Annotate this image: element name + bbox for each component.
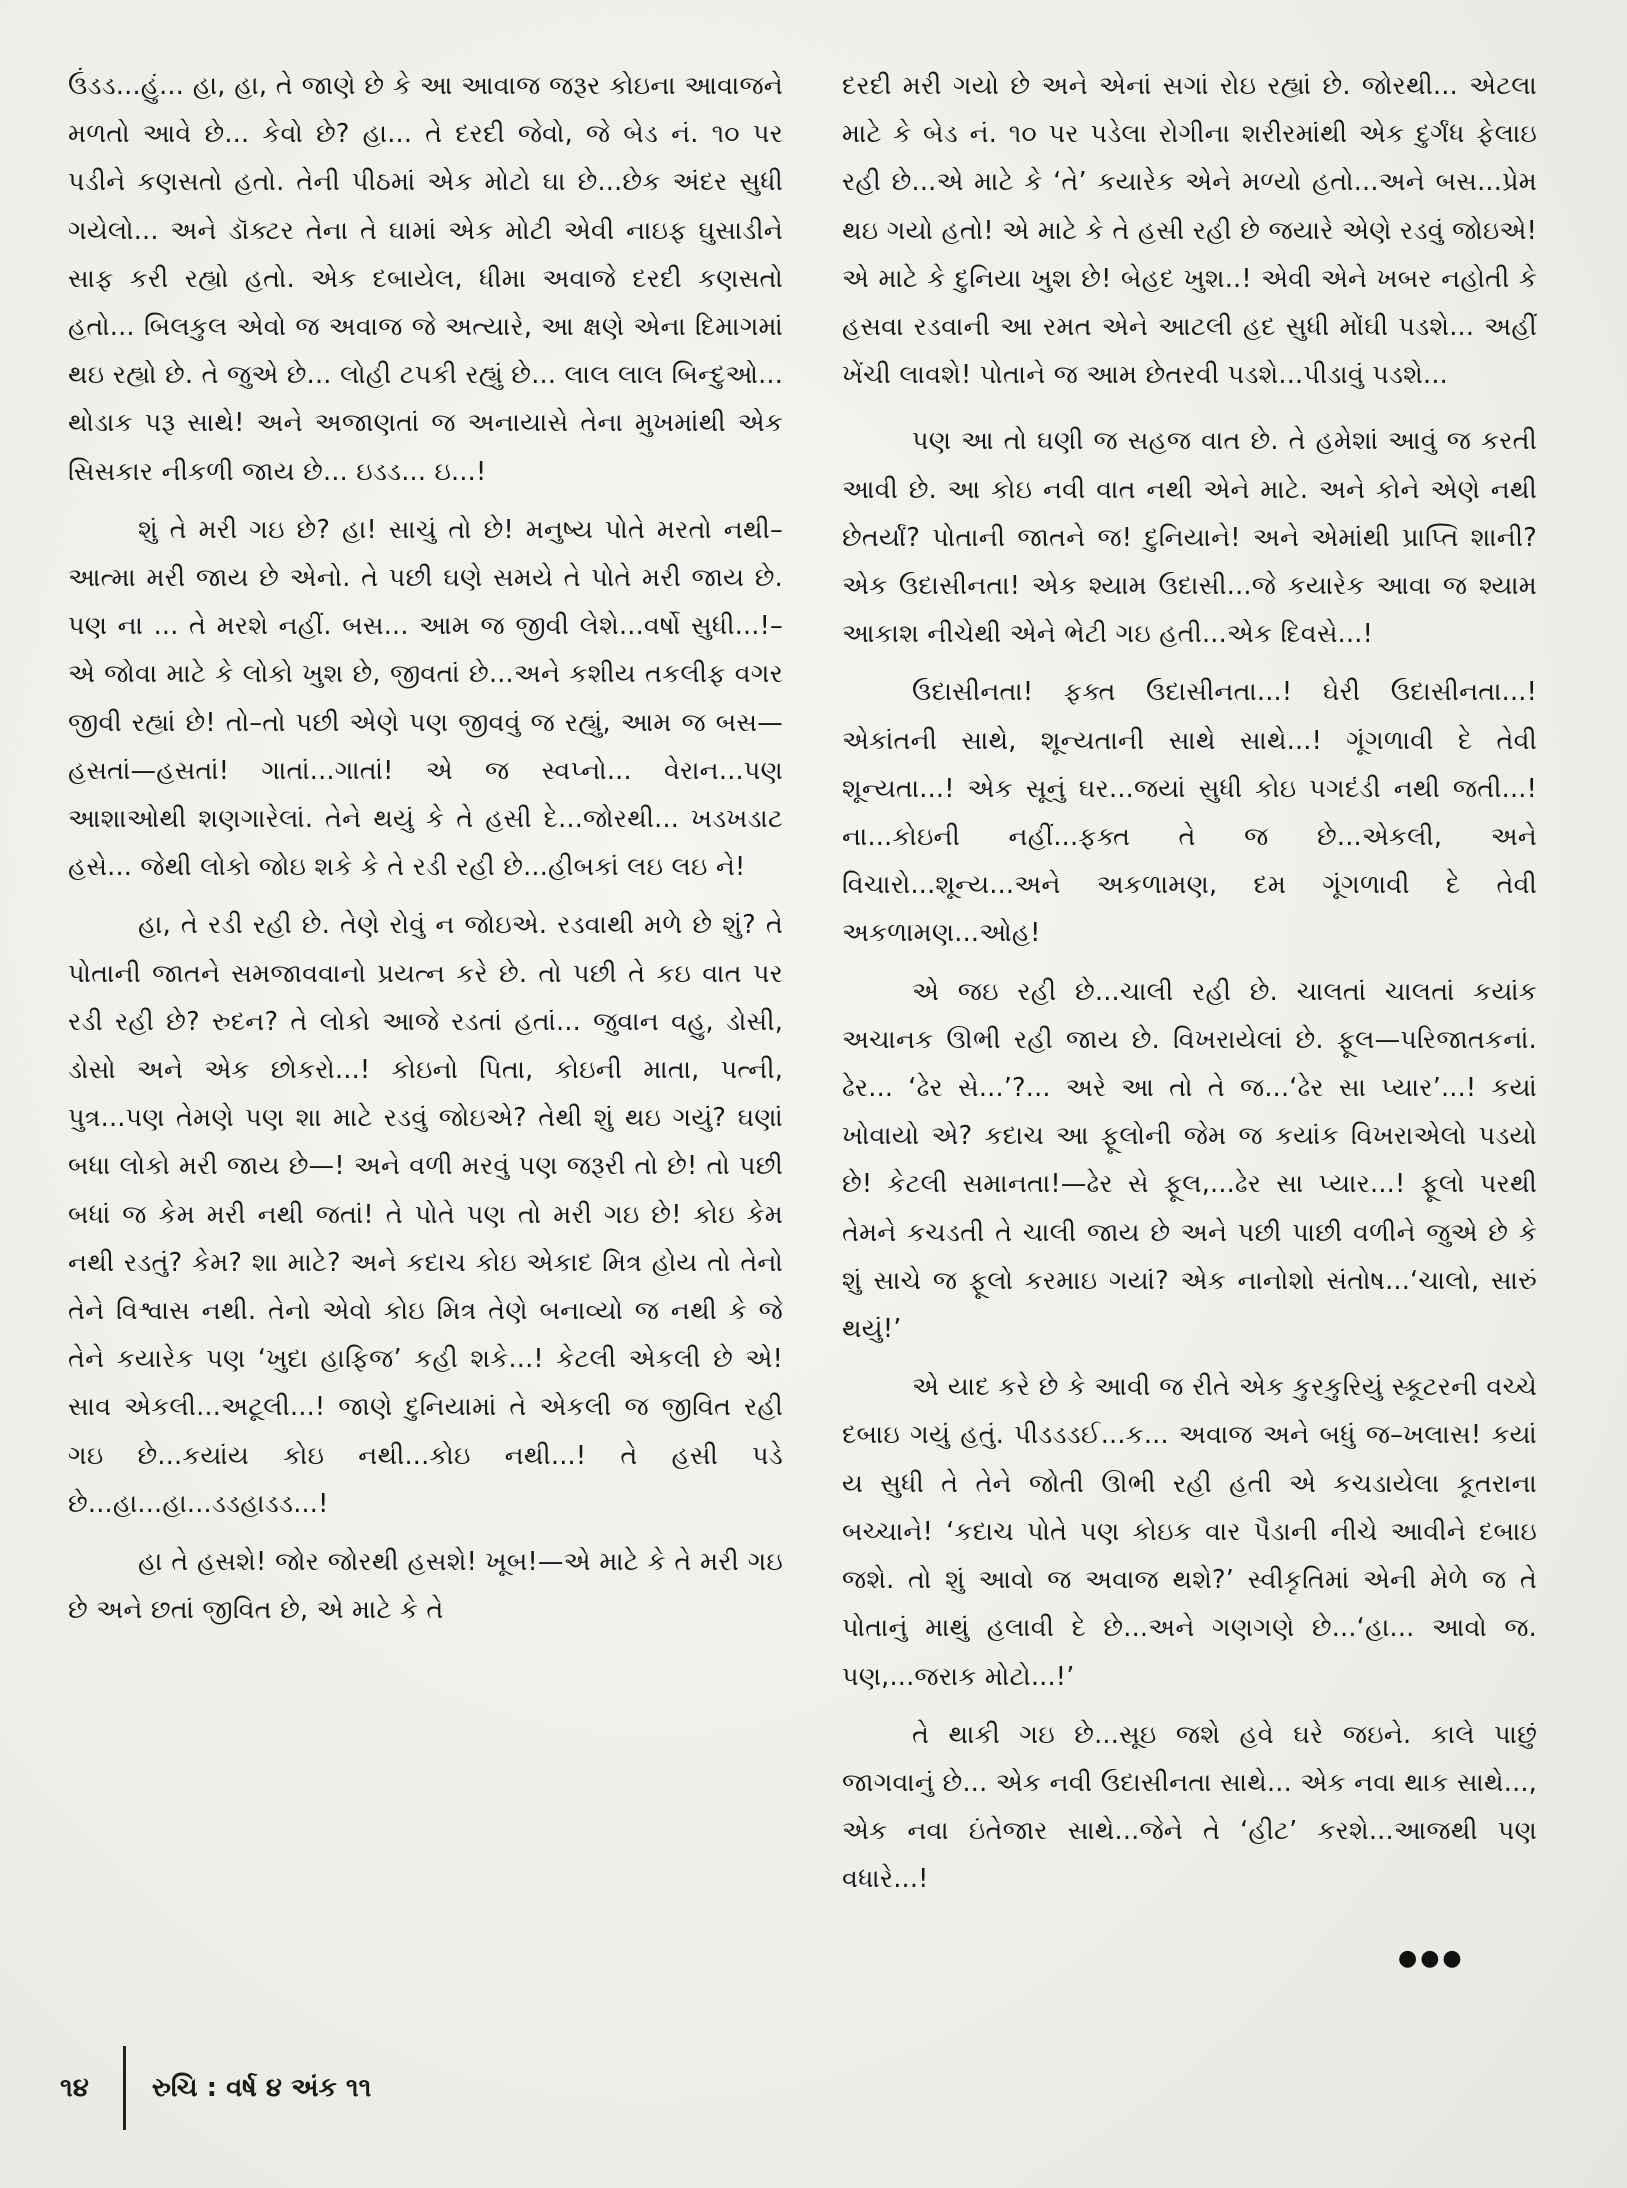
- right-paragraph-2: પણ આ તો ઘણી જ સહજ વાત છે. તે હમેશાં આવું જ કરતી આવી છે. આ કોઇ નવી વાત નથી એને માટે. અને કોને એણે નથી છેતર્યાં? પોતાની જાતને જ! દુનિયાને! અને એમાંથી પ્રાપ્તિ શાની? એક ઉદાસીનતા! એક શ્યામ ઉદાસી...જે કયારેક આવા જ શ્યામ આકાશ નીચેથી એને ભેટી ગઇ હતી...એક દિવસે...!: [842, 426, 1537, 650]
- left-column: [68, 62, 783, 1645]
- right-paragraph-3: ઉદાસીનતા! ફક્ત ઉદાસીનતા...! ઘેરી ઉદાસીનતા...! એકાંતની સાથે, શૂન્યતાની સાથે સાથે...! ગૂંગળાવી દે તેવી શૂન્યતા...! એક સૂનું ઘર...જયાં સુધી કોઇ પગદંડી નથી જતી...! ના...કોઇની નહીં...ફક્ત તે જ છે...એકલી, અને વિચારો...શૂન્ય...અને અકળામણ, દમ ગૂંગળાવી દે તેવી અકળામણ...ઓહ!: [842, 677, 1537, 949]
- footer-divider: [123, 2046, 126, 2130]
- left-paragraph-4: હા તે હસશે! જોર જોરથી હસશે! ખૂબ!—એ માટે કે તે મરી ગઇ છે અને છતાં જીવિત છે, એ માટે કે તે: [68, 1547, 783, 1626]
- right-paragraph-1: દરદી મરી ગયો છે અને એનાં સગાં રોઇ રહ્યાં છે. જોરથી... એટલા માટે કે બેડ નં. ૧૦ પર પડેલા રોગીના શરીરમાંથી એક દુર્ગંધ ફેલાઇ રહી છે...એ માટે કે ‘તે’ કયારેક એને મળ્યો હતો...અને બસ...પ્રેમ થઇ ગયો હતો! એ માટે કે તે હસી રહી છે જયારે એણે રડવું જોઇએ! એ માટે કે દુનિયા ખુશ છે! બેહદ ખુશ..! એવી એને ખબર નહોતી કે હસવા રડવાની આ રમત એને આટલી હદ સુધી મોંઘી પડશે... અહીં ખેંચી લાવશે! પોતાને જ આમ છેતરવી પડશે...પીડાવું પડશે...: [842, 71, 1537, 391]
- right-paragraph-6: તે થાકી ગઇ છે...સૂઇ જશે હવે ઘરે જઇને. કાલે પાછું જાગવાનું છે... એક નવી ઉદાસીનતા સાથે... એક નવા થાક સાથે..., એક નવા ઇંતેજાર સાથે...જેને તે ‘હીટ’ કરશે...આજથી પણ વધારે...!: [842, 1719, 1537, 1895]
- left-paragraph-3: હા, તે રડી રહી છે. તેણે રોવું ન જોઇએ. રડવાથી મળે છે શું? તે પોતાની જાતને સમજાવવાનો પ્રયત્ન કરે છે. તો પછી તે કઇ વાત પર રડી રહી છે? રુદન? તે લોકો આજે રડતાં હતાં... જુવાન વહુ, ડોસી, ડોસો અને એક છોકરો...! કોઇનો પિતા, કોઇની માતા, પત્ની, પુત્ર...પણ તેમણે પણ શા માટે રડવું જોઇએ? તેથી શું થઇ ગયું? ઘણાં બધા લોકો મરી જાય છે—! અને વળી મરવું પણ જરૂરી તો છે! તો પછી બધાં જ કેમ મરી નથી જતાં! તે પોતે પણ તો મરી ગઇ છે! કોઇ કેમ નથી રડતું? કેમ? શા માટે? અને કદાચ કોઇ એકાદ મિત્ર હોય તો તેનો તેને વિશ્વાસ નથી. તેનો એવો કોઇ મિત્ર તેણે બનાવ્યો જ નથી કે જે તેને કયારેક પણ ‘ખુદા હાફિજ’ કહી શકે...! કેટલી એકલી છે એ! સાવ એકલી...અટૂલી...! જાણે દુનિયામાં તે એકલી જ જીવિત રહી ગઇ છે...કયાંય કોઇ નથી...કોઇ નથી...! તે હસી પડે છે...હા...હા...ડડહાડડ...!: [68, 910, 783, 1519]
- left-paragraph-2: શું તે મરી ગઇ છે? હા! સાચું તો છે! મનુષ્ય પોતે મરતો નથી–આત્મા મરી જાય છે એનો. તે પછી ઘણે સમયે તે પોતે મરી જાય છે. પણ ના ... તે મરશે નહીં. બસ... આમ જ જીવી લેશે...વર્ષો સુધી...!–એ જોવા માટે કે લોકો ખુશ છે, જીવતાં છે...અને કશીય તકલીફ વગર જીવી રહ્યાં છે! તો–તો પછી એણે પણ જીવવું જ રહ્યું, આમ જ બસ—હસતાં—હસતાં! ગાતાં...ગાતાં! એ જ સ્વપ્નો... વેરાન...પણ આશાઓથી શણગારેલાં. તેને થયું કે તે હસી દે...જોરથી... ખડખડાટ હસે... જેથી લોકો જોઇ શકે કે તે રડી રહી છે...હીબકાં લઇ લઇ ને!: [68, 514, 783, 883]
- end-mark: ●●●: [1398, 1946, 1465, 1971]
- right-column: [842, 62, 1537, 1914]
- page-number: ૧૪: [60, 2072, 89, 2103]
- publication-info: રુચિ : વર્ષ ૪ અંક ૧૧: [151, 2072, 372, 2103]
- page-footer: [60, 2058, 371, 2118]
- left-paragraph-1: ઉંડડ...હું... હા, હા, તે જાણે છે કે આ આવાજ જરૂર કોઇના આવાજને મળતો આવે છે... કેવો છે? હા... તે દરદી જેવો, જે બેડ નં. ૧૦ પર પડીને કણસતો હતો. તેની પીઠમાં એક મોટો ઘા છે...છેક અંદર સુધી ગયેલો... અને ડૉક્ટર તેના તે ઘામાં એક મોટી એવી નાઇફ ઘુસાડીને સાફ કરી રહ્યો હતો. એક દબાયેલ, ધીમા અવાજે દરદી કણસતો હતો... બિલકુલ એવો જ અવાજ જે અત્યારે, આ ક્ષણે એના દિમાગમાં થઇ રહ્યો છે. તે જુએ છે... લોહી ટપકી રહ્યું છે... લાલ લાલ બિન્દુઓ... થોડાક પરૂ સાથે! અને અજાણતાં જ અનાયાસે તેના મુખમાંથી એક સિસકાર નીકળી જાય છે... ઇડડ... ઇ...!: [68, 71, 783, 487]
- right-paragraph-5: એ યાદ કરે છે કે આવી જ રીતે એક કુરકુરિયું સ્કૂટરની વચ્ચે દબાઇ ગયું હતું. પીડડડઈ...ક... અવાજ અને બધું જ–ખલાસ! કયાં ય સુધી તે તેને જોતી ઊભી રહી હતી એ કચડાયેલા કૂતરાના બચ્ચાને! ‘કદાચ પોતે પણ કોઇક વાર પૈડાની નીચે આવીને દબાઇ જશે. તો શું આવો જ અવાજ થશે?’ સ્વીકૃતિમાં એની મેળે જ તે પોતાનું માથું હલાવી દે છે...અને ગણગણે છે...‘હા... આવો જ. પણ,...જરાક મોટો...!’: [842, 1372, 1537, 1692]
- right-paragraph-4: એ જઇ રહી છે...ચાલી રહી છે. ચાલતાં ચાલતાં કયાંક અચાનક ઊભી રહી જાય છે. વિખરાયેલાં છે. ફૂલ—પરિજાતકનાં. ઢેર... ‘ઢેર સે...’?... અરે આ તો તે જ...‘ઢેર સા પ્યાર’...! કયાં ખોવાયો એ? કદાચ આ ફૂલોની જેમ જ કયાંક વિખરાએલો પડયો છે! કેટલી સમાનતા!—ઢેર સે ફૂલ,...ઢેર સા પ્યાર...! ફૂલો પરથી તેમને કચડતી તે ચાલી જાય છે અને પછી પાછી વળીને જુએ છે કે શું સાચે જ ફૂલો કરમાઇ ગયાં? એક નાનોશો સંતોષ...‘ચાલો, સારું થયું!’: [842, 976, 1537, 1345]
